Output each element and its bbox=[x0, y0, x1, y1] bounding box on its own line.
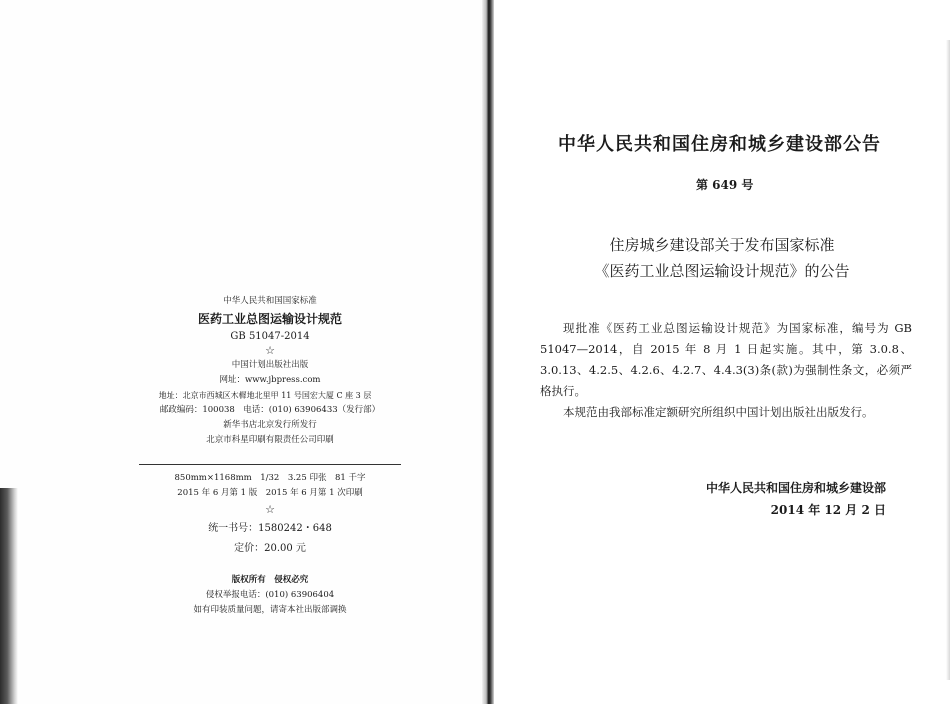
announcement-number: 第 649 号 bbox=[696, 178, 754, 192]
announcement-body bbox=[540, 318, 912, 423]
copyright-header bbox=[140, 294, 400, 448]
subtitle-line-2: 《医药工业总图运输设计规范》的公告 bbox=[594, 262, 850, 280]
divider-rule bbox=[139, 464, 401, 465]
printer: 北京市科星印刷有限责任公司印刷 bbox=[206, 435, 334, 445]
print-format: 850mm×1168mm 1/32 3.25 印张 81 千字 bbox=[174, 473, 366, 483]
page-edge-shadow bbox=[0, 488, 18, 704]
unified-book-number: 统一书号：1580242・648 bbox=[208, 523, 332, 534]
spacer bbox=[140, 559, 400, 573]
publisher: 中国计划出版社出版 bbox=[231, 360, 309, 370]
announcement-subtitle bbox=[572, 232, 872, 284]
announcement-title: 中华人民共和国住房和城乡建设部公告 bbox=[558, 134, 881, 155]
subtitle-line-1: 住房城乡建设部关于发布国家标准 bbox=[609, 236, 835, 254]
publisher-website: 网址：www.jbpress.com bbox=[219, 375, 321, 385]
body-paragraph-1: 现批准《医药工业总图运输设计规范》为国家标准，编号为 GB 51047—2014，自 2015 年 8 月 1 日起实施。其中，第 3.0.8、3.0.13、4.2.5、4.2.6、4.2.7、4.4.3(3)条(款)为强制性条文，必须严格执行。 bbox=[540, 321, 912, 398]
price: 定价：20.00 元 bbox=[234, 543, 306, 554]
piracy-report-phone: 侵权举报电话：(010) 63906404 bbox=[205, 590, 335, 600]
body-paragraph-2: 本规范由我部标准定额研究所组织中国计划出版社出版发行。 bbox=[563, 405, 874, 419]
star-ornament: ☆ bbox=[265, 503, 275, 516]
page-right-edge bbox=[946, 40, 950, 680]
standard-number: GB 51047-2014 bbox=[230, 331, 310, 342]
publisher-address: 地址：北京市西城区木樨地北里甲 11 号国宏大厦 C 座 3 层 bbox=[158, 391, 372, 400]
edition-info: 2015 年 6 月第 1 版 2015 年 6 月第 1 次印刷 bbox=[177, 488, 363, 498]
copyright-details bbox=[140, 471, 400, 618]
quality-notice: 如有印装质量问题，请寄本社出版部调换 bbox=[193, 605, 347, 615]
distributor: 新华书店北京发行所发行 bbox=[223, 420, 317, 430]
book-title: 医药工业总图运输设计规范 bbox=[197, 312, 342, 326]
star-ornament: ☆ bbox=[265, 344, 275, 357]
book-gutter bbox=[482, 0, 494, 704]
standard-series: 中华人民共和国国家标准 bbox=[223, 296, 317, 306]
signer: 中华人民共和国住房和城乡建设部 bbox=[705, 481, 886, 495]
postcode-phone: 邮政编码：100038 电话：(010) 63906433（发行部） bbox=[159, 405, 381, 415]
announcement-signature bbox=[686, 477, 886, 521]
announcement-date: 2014 年 12 月 2 日 bbox=[770, 503, 886, 517]
rights-statement: 版权所有 侵权必究 bbox=[231, 575, 309, 585]
